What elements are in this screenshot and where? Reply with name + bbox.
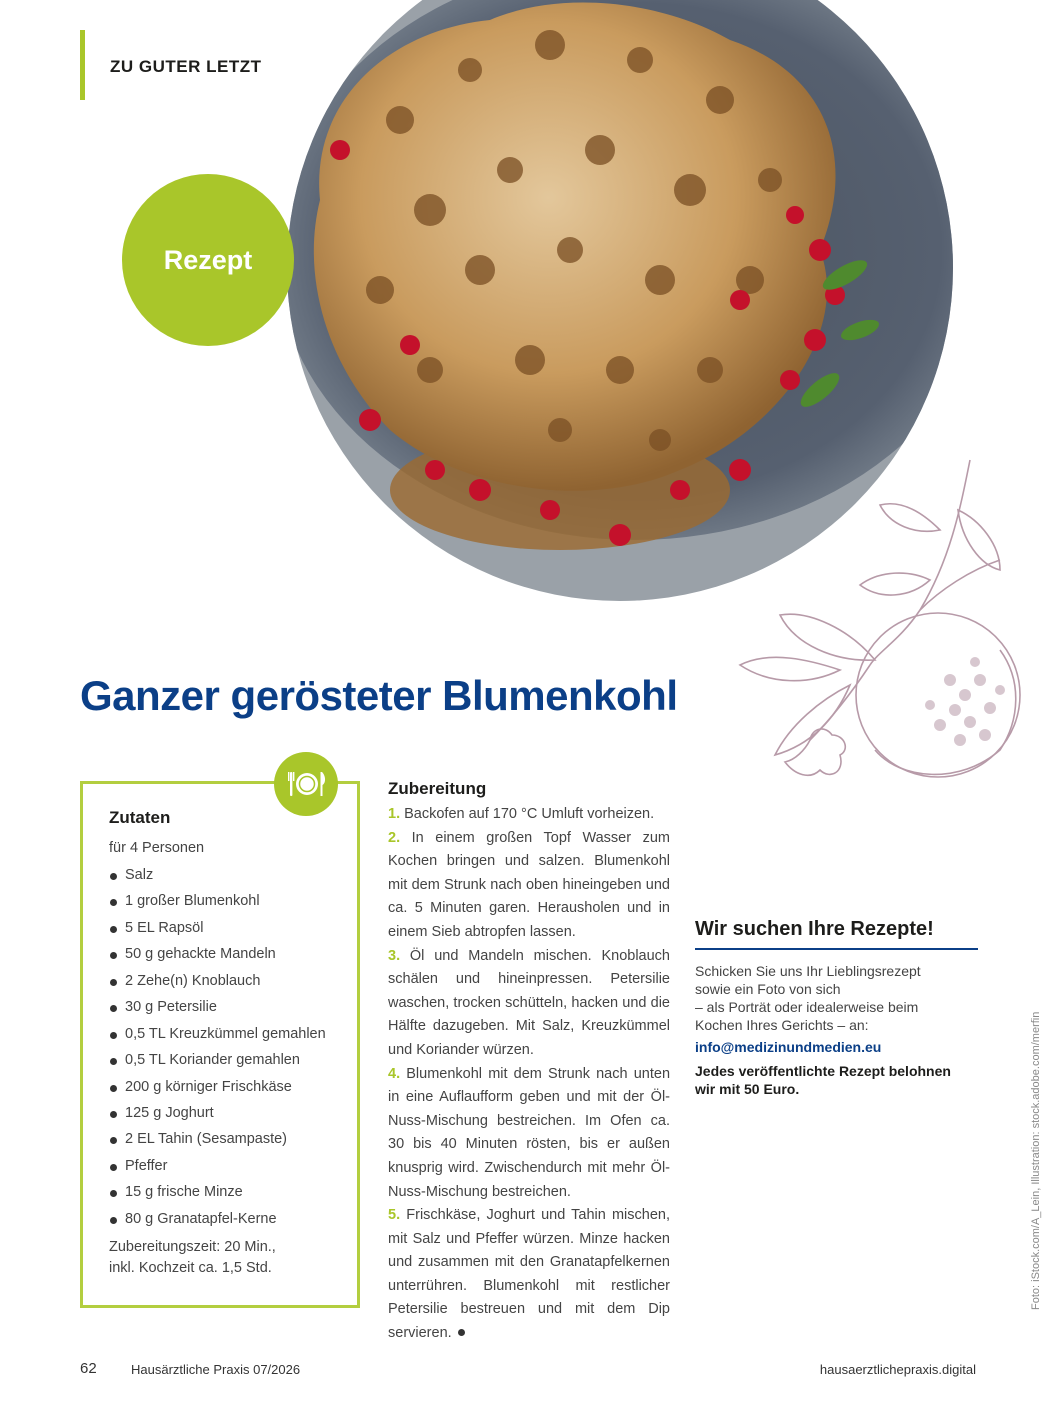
ingredient-item: 50 g gehackte Mandeln (109, 946, 326, 972)
reward-text: Jedes veröffentlichte Rezept belohnen wir mit 50 Euro. (695, 1063, 951, 1097)
bullet-icon (110, 873, 117, 880)
bullet-icon (110, 1032, 117, 1039)
divider (695, 948, 978, 950)
end-mark-icon (458, 1329, 465, 1336)
email-link[interactable]: info@medizinundmedien.eu (695, 1039, 882, 1055)
bullet-icon (110, 979, 117, 986)
bullet-icon (110, 1217, 117, 1224)
bullet-icon (110, 1190, 117, 1197)
step-text: In einem großen Topf Wasser zum Kochen bringen und salzen. Blumenkohl mit dem Strunk nach oben hineingeben und ca. 5 Minuten garen. Herausholen und in einem Sieb abtropfen lassen. (388, 829, 670, 940)
ingredient-item: 2 Zehe(n) Knoblauch (109, 973, 326, 999)
ingredients-list (109, 867, 326, 1237)
section-accent-bar (80, 30, 85, 100)
ingredient-item: 0,5 TL Koriander gemahlen (109, 1052, 326, 1078)
bullet-icon (110, 1085, 117, 1092)
website-url[interactable]: hausaerztlichepraxis.digital (819, 1362, 976, 1377)
call-to-action-heading: Wir suchen Ihre Rezepte! (695, 918, 934, 940)
call-to-action-text: Schicken Sie uns Ihr Lieblingsrezept sowie ein Foto von sich – als Porträt oder idealerweise beim Kochen Ihres Gerichts – an: (695, 963, 921, 1033)
bullet-icon (110, 926, 117, 933)
step-number: 1. (388, 806, 401, 822)
preparation-heading: Zubereitung (388, 779, 487, 798)
bullet-icon (110, 1005, 117, 1012)
bullet-icon (110, 1164, 117, 1171)
plate-cutlery-icon (274, 752, 338, 816)
ingredient-item: 1 großer Blumenkohl (109, 893, 326, 919)
step-number: 4. (388, 1065, 401, 1082)
step-number: 5. (388, 1207, 401, 1224)
step-text: Frischkäse, Joghurt und Tahin mischen, mit Salz und Pfeffer würzen. Minze hacken und zusammen mit den Granatapfelkernen unterrühren. Blumenkohl mit restlicher Petersilie bestreuen und mit dem Dip servieren. (388, 1207, 671, 1342)
step-text: Öl und Mandeln mischen. Knoblauch schälen und hineinpressen. Petersilie waschen, trocken schütteln, hacken und die Hälfte dazugeben. Mit Salz, Kreuzkümmel und Koriander würzen. (388, 947, 670, 1058)
ingredient-item: 125 g Joghurt (109, 1105, 326, 1131)
bullet-icon (110, 1058, 117, 1065)
ingredient-item: 0,5 TL Kreuzkümmel gemahlen (109, 1026, 326, 1052)
bullet-icon (110, 1111, 117, 1118)
page-number: 62 (80, 1360, 97, 1377)
section-label: ZU GUTER LETZT (110, 57, 262, 76)
preparation-time: Zubereitungszeit: 20 Min., inkl. Kochzeit ca. 1,5 Std. (109, 1239, 276, 1276)
recipe-title: Ganzer gerösteter Blumenkohl (80, 672, 678, 719)
servings: für 4 Personen (109, 840, 205, 856)
magazine-issue: Hausärztliche Praxis 07/2026 (131, 1362, 301, 1377)
ingredient-item: 200 g körniger Frischkäse (109, 1079, 326, 1105)
step-number: 2. (388, 829, 401, 846)
ingredient-item: 5 EL Rapsöl (109, 920, 326, 946)
ingredient-item: 15 g frische Minze (109, 1184, 326, 1210)
bullet-icon (110, 899, 117, 906)
step-text: Backofen auf 170 °C Umluft vorheizen. (404, 806, 655, 822)
recipe-badge: Rezept (122, 174, 294, 346)
ingredient-item: 2 EL Tahin (Sesampaste) (109, 1131, 326, 1157)
bullet-icon (110, 952, 117, 959)
ingredient-item: 80 g Granatapfel-Kerne (109, 1211, 326, 1237)
step-number: 3. (388, 947, 401, 964)
bullet-icon (110, 1137, 117, 1144)
pomegranate-illustration (700, 450, 1040, 820)
preparation-steps (388, 803, 670, 1346)
step-text: Blumenkohl mit dem Strunk nach unten in eine Auflaufform geben und mit der Öl-Nuss-Mischung bestreichen. Im Ofen ca. 30 bis 40 Minuten rösten, bis er außen knusprig wird. Zwischendurch mit mehr Öl-Nuss-Mischung bestreichen. (388, 1065, 671, 1200)
ingredient-item: 30 g Petersilie (109, 999, 326, 1025)
ingredient-item: Pfeffer (109, 1158, 326, 1184)
photo-credit: Foto: iStock.com/A_Lein, Illustration: stock.adobe.com/merfin (1030, 1011, 1042, 1310)
ingredient-item: Salz (109, 867, 326, 893)
ingredients-heading: Zutaten (109, 808, 171, 827)
